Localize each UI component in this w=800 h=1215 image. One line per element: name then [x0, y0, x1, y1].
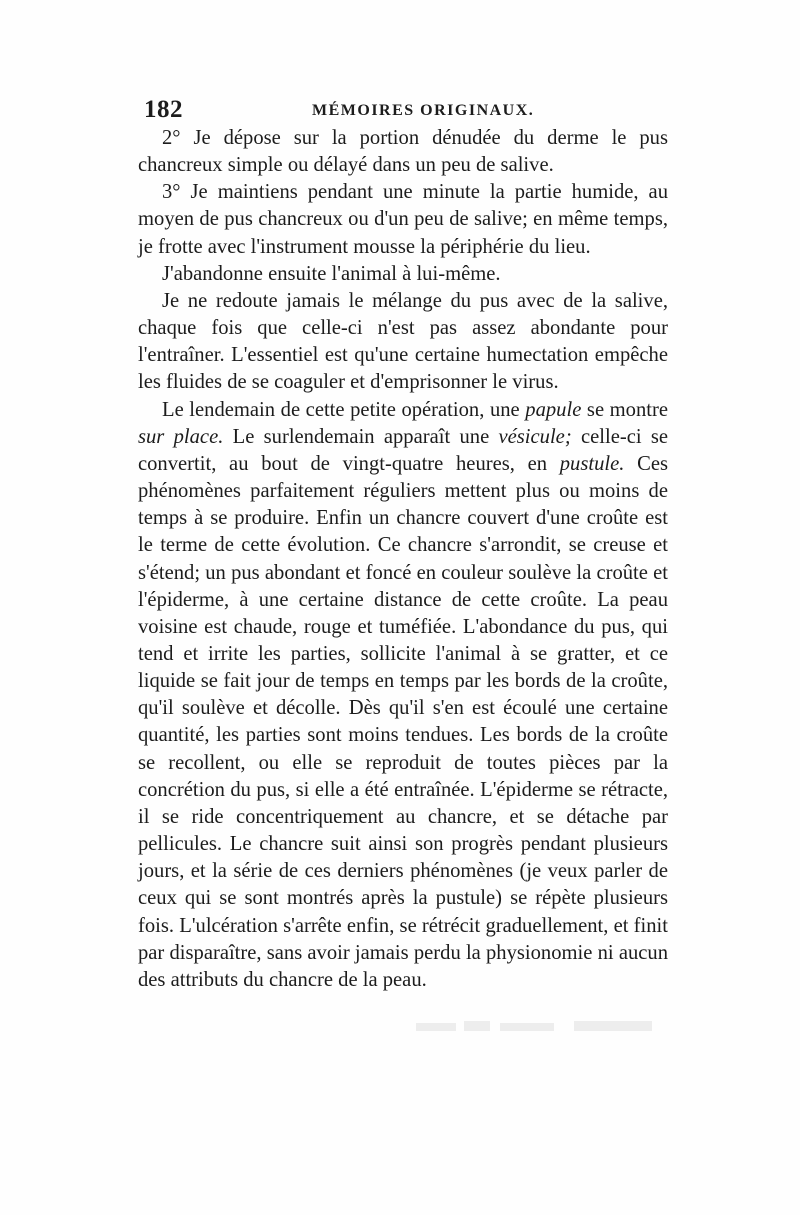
text-segment: celle-ci se convertit, au bout de vingt-quatre heures, en — [138, 425, 668, 475]
running-head — [140, 96, 668, 128]
text-segment: Le surlendemain apparaît une — [223, 425, 499, 448]
bleed-through-marks — [414, 1015, 664, 1037]
text-segment: Le lendemain de cette petite opération, une — [162, 398, 526, 421]
italic-term-papule: papule — [525, 398, 582, 421]
text-segment: se montre — [581, 398, 668, 421]
italic-term-pustule: pustule. — [559, 452, 625, 475]
italic-term-vesicule: vésicule; — [498, 425, 572, 448]
italic-term-sur-place: sur place. — [138, 425, 224, 448]
running-title: MÉMOIRES ORIGINAUX. — [312, 102, 535, 119]
text-segment: Ces phénomènes parfaitement réguliers mettent plus ou moins de temps à se produire. Enfin un chancre couvert d'une croûte est le terme de cette évolution. Ce chancre s'arrondit, se creuse et s'étend; un pus abondant et foncé en couleur soulève la croûte et l'épiderme, à une certaine distance de cette croûte. La peau voisine est chaude, rouge et tuméfiée. L'abondance du pus, qui tend et irrite les parties, sollicite l'animal à se gratter, et ce liquide se fait jour de temps en temps par les bords de la croûte, qu'il soulève et décolle. Dès qu'il s'en est écoulé une certaine quantité, les parties sont moins tendues. Les bords de la croûte se recollent, ou elle se reproduit de toutes pièces par la concrétion du pus, si elle a été entraînée. L'épiderme se rétracte, il se ride concentriquement au chancre, et se détache par pellicules. Le chancre suit ainsi son progrès pendant plusieurs jours, et la série de ces derniers phénomènes (je veux parler de ceux qui se sont montrés après la pustule) se répète plusieurs fois. L'ulcération s'arrête enfin, se rétrécit graduellement, et finit par disparaître, sans avoir jamais perdu la physionomie ni aucun des attributs du chancre de la peau. — [138, 452, 668, 991]
paragraph-saliva: Je ne redoute jamais le mélange du pus avec de la salive, chaque fois que celle-ci n'est pas assez abondante pour l'entraîner. L'essentiel est qu'une certaine humectation empêche les fluides de se coaguler et d'emprisonner le virus. — [138, 289, 668, 394]
paragraph-step-2: 2° Je dépose sur la portion dénudée du derme le pus chancreux simple ou délayé dans un peu de salive. — [138, 127, 668, 177]
page-number: 182 — [144, 96, 183, 123]
paragraph-evolution — [138, 397, 668, 994]
paragraph-abandon: J'abandonne ensuite l'animal à lui-même. — [162, 262, 501, 285]
paragraph-step-3: 3° Je maintiens pendant une minute la partie humide, au moyen de pus chancreux ou d'un peu de salive; en même temps, je frotte avec l'instrument mousse la périphérie du lieu. — [138, 181, 668, 258]
body-text — [138, 125, 668, 994]
